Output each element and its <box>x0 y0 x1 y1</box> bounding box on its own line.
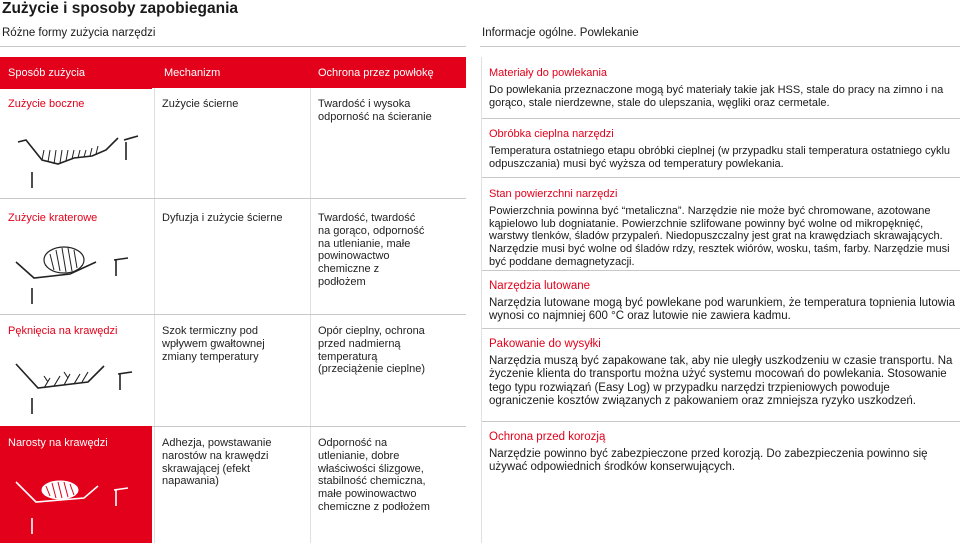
protection-text: Twardość, twardość na gorąco, odporność na utlenianie, małe powinowactwo chemiczne z podłożem <box>318 212 425 288</box>
info-materials <box>489 67 957 109</box>
built-up-edge-icon <box>14 468 144 538</box>
info-title: Materiały do powlekania <box>489 67 608 79</box>
row-divider <box>482 328 960 329</box>
wear-type-label: Zużycie boczne <box>8 98 85 110</box>
info-body: Narzędzie powinno być zabezpieczone przed korozją. Do zabezpieczenia powinno się używać odpowiednich środków konserwujących. <box>489 448 928 474</box>
protection-text: Opór cieplny, ochrona przed nadmierną temperaturą (przeciążenie cieplne) <box>318 325 425 376</box>
row-divider <box>482 177 960 178</box>
section-subtitle: Różne formy zużycia narzędzi <box>2 27 156 39</box>
info-subtitle: Informacje ogólne. Powlekanie <box>482 27 639 39</box>
row-divider <box>482 118 960 119</box>
row-divider <box>0 314 466 315</box>
wear-type-label: Zużycie kraterowe <box>8 212 98 224</box>
row-accent <box>0 88 152 89</box>
info-title: Pakowanie do wysyłki <box>489 338 601 350</box>
column-divider <box>481 57 482 543</box>
divider <box>0 46 466 47</box>
info-body: Temperatura ostatniego etapu obróbki cieplnej (w przypadku stali temperatura ostatniego cyklu odpuszczania) musi być wyższa od temperatury powlekania. <box>489 144 951 170</box>
info-title: Stan powierzchni narzędzi <box>489 188 618 200</box>
protection-text: Odporność na utlenianie, dobre właściwości ślizgowe, stabilność chemiczna, małe powinowactwo chemiczne z podłożem <box>318 437 430 513</box>
mechanism-text: Zużycie ścierne <box>162 98 239 110</box>
column-divider <box>310 88 311 543</box>
info-body: Do powlekania przeznaczone mogą być materiały takie jak HSS, stale do pracy na zimno i na gorąco, stale nierdzewne, stale do ulepszania, węgliki oraz cermetale. <box>489 83 944 109</box>
mechanism-text: Szok termiczny pod wpływem gwałtownej zmiany temperatury <box>162 325 265 363</box>
wear-type-label: Pęknięcia na krawędzi <box>8 325 118 337</box>
row-divider <box>0 198 466 199</box>
mechanism-text: Adhezja, powstawanie narostów na krawędzi skrawającej (efekt napawania) <box>162 437 272 488</box>
info-title: Obróbka cieplna narzędzi <box>489 128 614 140</box>
row-divider <box>482 421 960 422</box>
header-protection: Ochrona przez powłokę <box>318 67 434 79</box>
header-mechanism: Mechanizm <box>164 67 221 79</box>
info-surface <box>489 188 957 269</box>
info-heat-treatment <box>489 128 957 170</box>
info-title: Ochrona przed korozją <box>489 431 606 443</box>
info-body: Narzędzia muszą być zapakowane tak, aby nie uległy uszkodzeniu w czasie transportu. Na życzenie klienta do transportu można użyć systemu mocowań do powlekania. Stosowanie tego typu rozwiązań (Easy Log) w przypadku narzędzi trzpieniowych powoduje ograniczenie kosztów związanych z pakowaniem oraz zmniejsza ryzyko uszkodzeń. <box>489 355 953 407</box>
crater-wear-icon <box>14 240 144 306</box>
edge-cracks-icon <box>14 356 144 416</box>
info-brazed-tools <box>489 280 957 324</box>
row-divider <box>482 270 960 271</box>
page-title: Zużycie i sposoby zapobiegania <box>2 0 238 17</box>
column-divider <box>154 88 155 543</box>
mechanism-text: Dyfuzja i zużycie ścierne <box>162 212 283 224</box>
info-body: Powierzchnia powinna być “metaliczna”. Narzędzie nie może być chromowane, azotowane kąpielowo lub dogniatanie. Powierzchnie szlifowane powinny być wolne od mikropęknięć, warstwy tlenków, śladów przypaleń. Niedopuszczalny jest grat na krawędziach skrawających. Narzędzie musi być wolne od śladów rdzy, resztek wiórów, wosku, taśm, farby. Narzędzie musi być poddane demagnetyzacji. <box>489 204 950 268</box>
info-body: Narzędzia lutowane mogą być powlekane pod warunkiem, że temperatura topnienia lutowia wynosi co najmniej 600 °C oraz lutowie nie zawiera kadmu. <box>489 297 956 323</box>
info-packaging <box>489 338 957 408</box>
divider <box>480 46 960 47</box>
wear-type-label: Narosty na krawędzi <box>8 437 108 449</box>
info-corrosion <box>489 431 957 475</box>
info-title: Narzędzia lutowane <box>489 280 591 292</box>
flank-wear-icon <box>14 128 144 190</box>
protection-text: Twardość i wysoka odporność na ścieranie <box>318 98 432 123</box>
header-wear-type: Sposób zużycia <box>8 67 86 79</box>
